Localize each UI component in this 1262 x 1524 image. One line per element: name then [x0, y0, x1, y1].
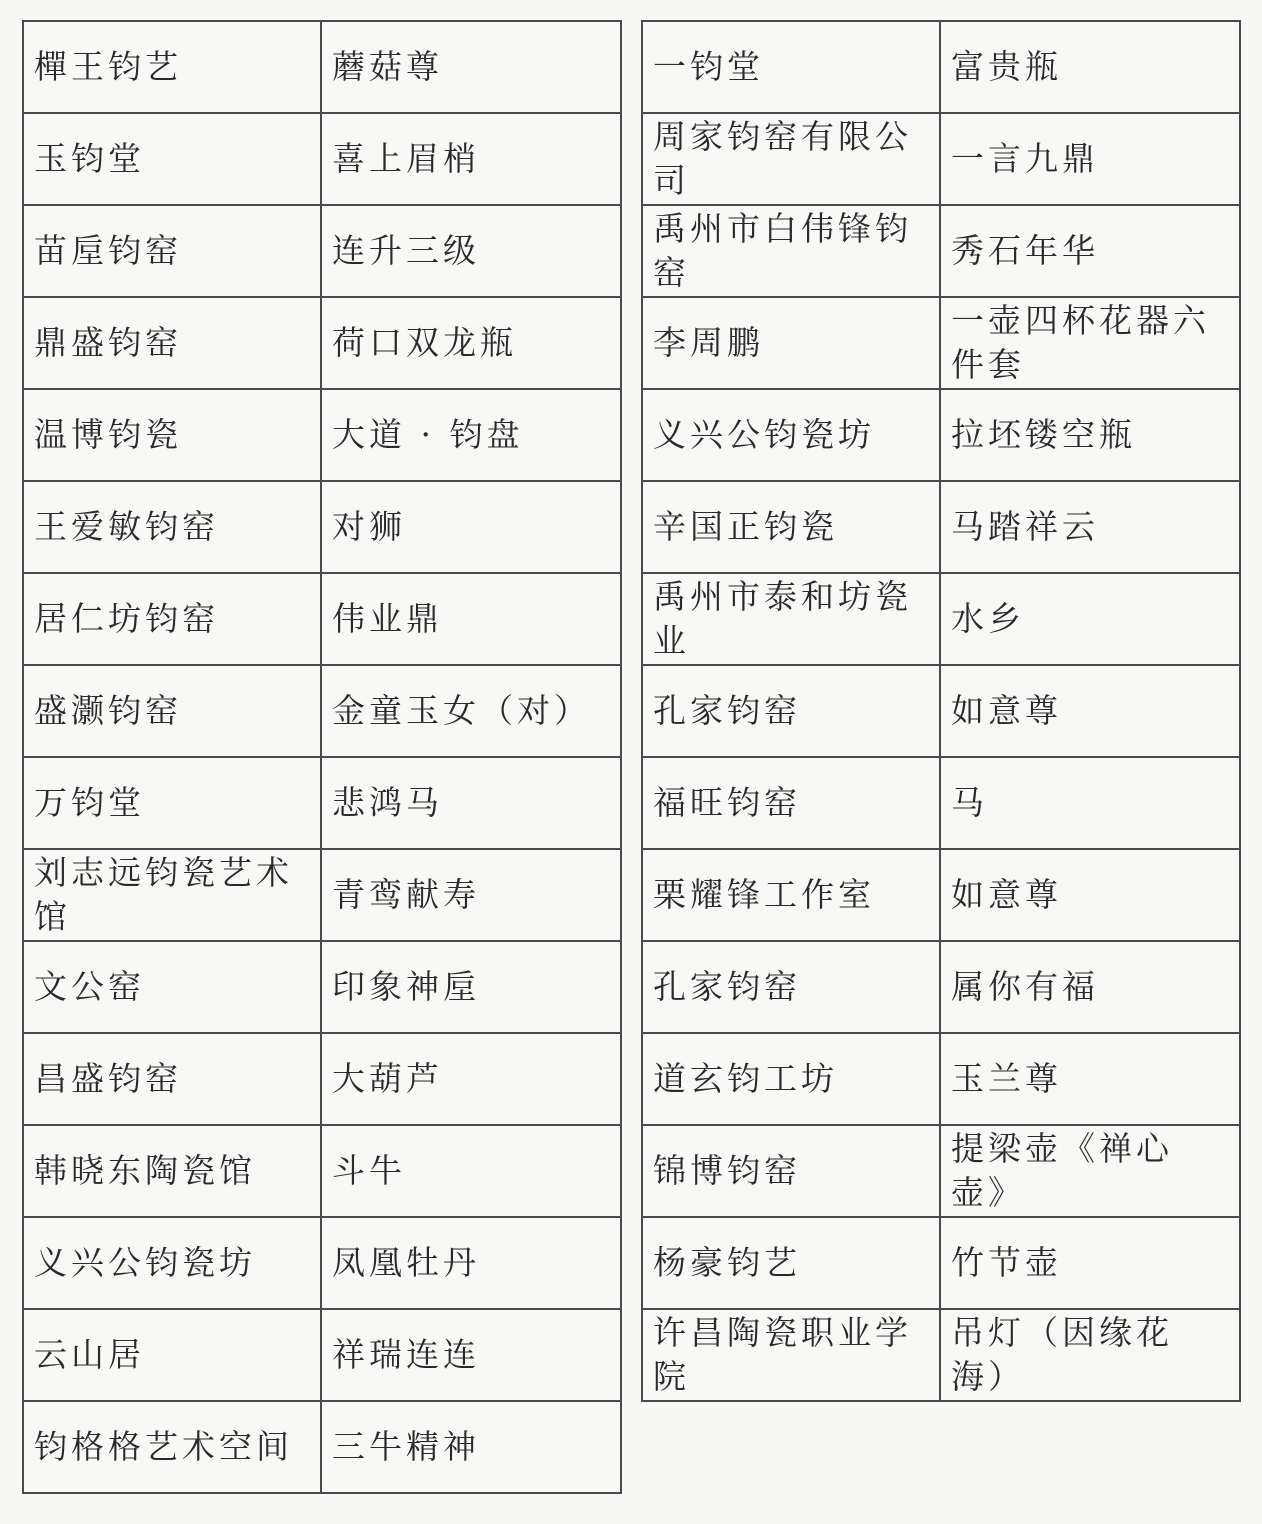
table-row — [642, 389, 1240, 481]
work-cell: 青鸾献寿 — [321, 849, 621, 941]
maker-cell: 一钧堂 — [642, 21, 940, 113]
maker-cell: 福旺钧窑 — [642, 757, 940, 849]
maker-cell: 鼎盛钧窑 — [23, 297, 321, 389]
table-row — [642, 297, 1240, 389]
maker-cell: 居仁坊钧窑 — [23, 573, 321, 665]
work-cell: 一壶四杯花器六件套 — [940, 297, 1240, 389]
work-cell: 金童玉女（对） — [321, 665, 621, 757]
work-cell: 一言九鼎 — [940, 113, 1240, 205]
maker-cell: 辛国正钧瓷 — [642, 481, 940, 573]
table-row — [642, 481, 1240, 573]
maker-cell: 道玄钧工坊 — [642, 1033, 940, 1125]
work-cell: 水乡 — [940, 573, 1240, 665]
left-table — [22, 20, 622, 1494]
work-cell: 三牛精神 — [321, 1401, 621, 1493]
maker-cell: 刘志远钧瓷艺术馆 — [23, 849, 321, 941]
table-row — [642, 941, 1240, 1033]
work-cell: 凤凰牡丹 — [321, 1217, 621, 1309]
table-row — [23, 1033, 621, 1125]
work-cell: 拉坯镂空瓶 — [940, 389, 1240, 481]
maker-cell: 云山居 — [23, 1309, 321, 1401]
work-cell: 吊灯（因缘花海） — [940, 1309, 1240, 1401]
maker-cell: 盛灏钧窑 — [23, 665, 321, 757]
work-cell: 提梁壶《禅心壶》 — [940, 1125, 1240, 1217]
work-cell: 祥瑞连连 — [321, 1309, 621, 1401]
table-row — [642, 21, 1240, 113]
work-cell: 斗牛 — [321, 1125, 621, 1217]
maker-cell: 义兴公钧瓷坊 — [642, 389, 940, 481]
maker-cell: 玉钧堂 — [23, 113, 321, 205]
maker-cell: 李周鹏 — [642, 297, 940, 389]
table-row — [23, 481, 621, 573]
table-row — [642, 1033, 1240, 1125]
maker-cell: 苗垕钧窑 — [23, 205, 321, 297]
maker-cell: 孔家钧窑 — [642, 941, 940, 1033]
table-row — [642, 573, 1240, 665]
table-row — [642, 1217, 1240, 1309]
table-row — [23, 1309, 621, 1401]
work-cell: 喜上眉梢 — [321, 113, 621, 205]
table-row — [642, 1309, 1240, 1401]
table-row — [23, 113, 621, 205]
table-row — [23, 389, 621, 481]
table-row — [642, 113, 1240, 205]
table-row — [23, 665, 621, 757]
maker-cell: 栗耀锋工作室 — [642, 849, 940, 941]
work-cell: 对狮 — [321, 481, 621, 573]
maker-cell: 禹州市泰和坊瓷业 — [642, 573, 940, 665]
maker-cell: 许昌陶瓷职业学院 — [642, 1309, 940, 1401]
maker-cell: 孔家钧窑 — [642, 665, 940, 757]
maker-cell: 王爱敏钧窑 — [23, 481, 321, 573]
maker-cell: 杨豪钧艺 — [642, 1217, 940, 1309]
maker-cell: 樿王钧艺 — [23, 21, 321, 113]
work-cell: 荷口双龙瓶 — [321, 297, 621, 389]
maker-cell: 义兴公钧瓷坊 — [23, 1217, 321, 1309]
maker-cell: 万钧堂 — [23, 757, 321, 849]
table-row — [23, 1401, 621, 1493]
work-cell: 如意尊 — [940, 849, 1240, 941]
maker-cell: 文公窑 — [23, 941, 321, 1033]
table-row — [642, 665, 1240, 757]
work-cell: 连升三级 — [321, 205, 621, 297]
maker-cell: 周家钧窑有限公司 — [642, 113, 940, 205]
maker-cell: 昌盛钧窑 — [23, 1033, 321, 1125]
table-row — [23, 941, 621, 1033]
maker-cell: 韩晓东陶瓷馆 — [23, 1125, 321, 1217]
work-cell: 大道 · 钧盘 — [321, 389, 621, 481]
table-row — [23, 205, 621, 297]
maker-cell: 钧格格艺术空间 — [23, 1401, 321, 1493]
table-row — [23, 757, 621, 849]
table-row — [642, 849, 1240, 941]
work-cell: 属你有福 — [940, 941, 1240, 1033]
right-table — [641, 20, 1241, 1402]
table-row — [642, 757, 1240, 849]
table-row — [23, 1217, 621, 1309]
table-row — [642, 1125, 1240, 1217]
work-cell: 伟业鼎 — [321, 573, 621, 665]
maker-cell: 禹州市白伟锋钧窑 — [642, 205, 940, 297]
table-row — [23, 849, 621, 941]
table-row — [23, 21, 621, 113]
work-cell: 玉兰尊 — [940, 1033, 1240, 1125]
work-cell: 富贵瓶 — [940, 21, 1240, 113]
table-row — [23, 297, 621, 389]
work-cell: 马 — [940, 757, 1240, 849]
work-cell: 悲鸿马 — [321, 757, 621, 849]
work-cell: 印象神垕 — [321, 941, 621, 1033]
work-cell: 如意尊 — [940, 665, 1240, 757]
table-row — [23, 573, 621, 665]
work-cell: 蘑菇尊 — [321, 21, 621, 113]
maker-cell: 温博钧瓷 — [23, 389, 321, 481]
work-cell: 竹节壶 — [940, 1217, 1240, 1309]
work-cell: 马踏祥云 — [940, 481, 1240, 573]
table-row — [642, 205, 1240, 297]
work-cell: 秀石年华 — [940, 205, 1240, 297]
work-cell: 大葫芦 — [321, 1033, 621, 1125]
maker-cell: 锦博钧窑 — [642, 1125, 940, 1217]
table-row — [23, 1125, 621, 1217]
